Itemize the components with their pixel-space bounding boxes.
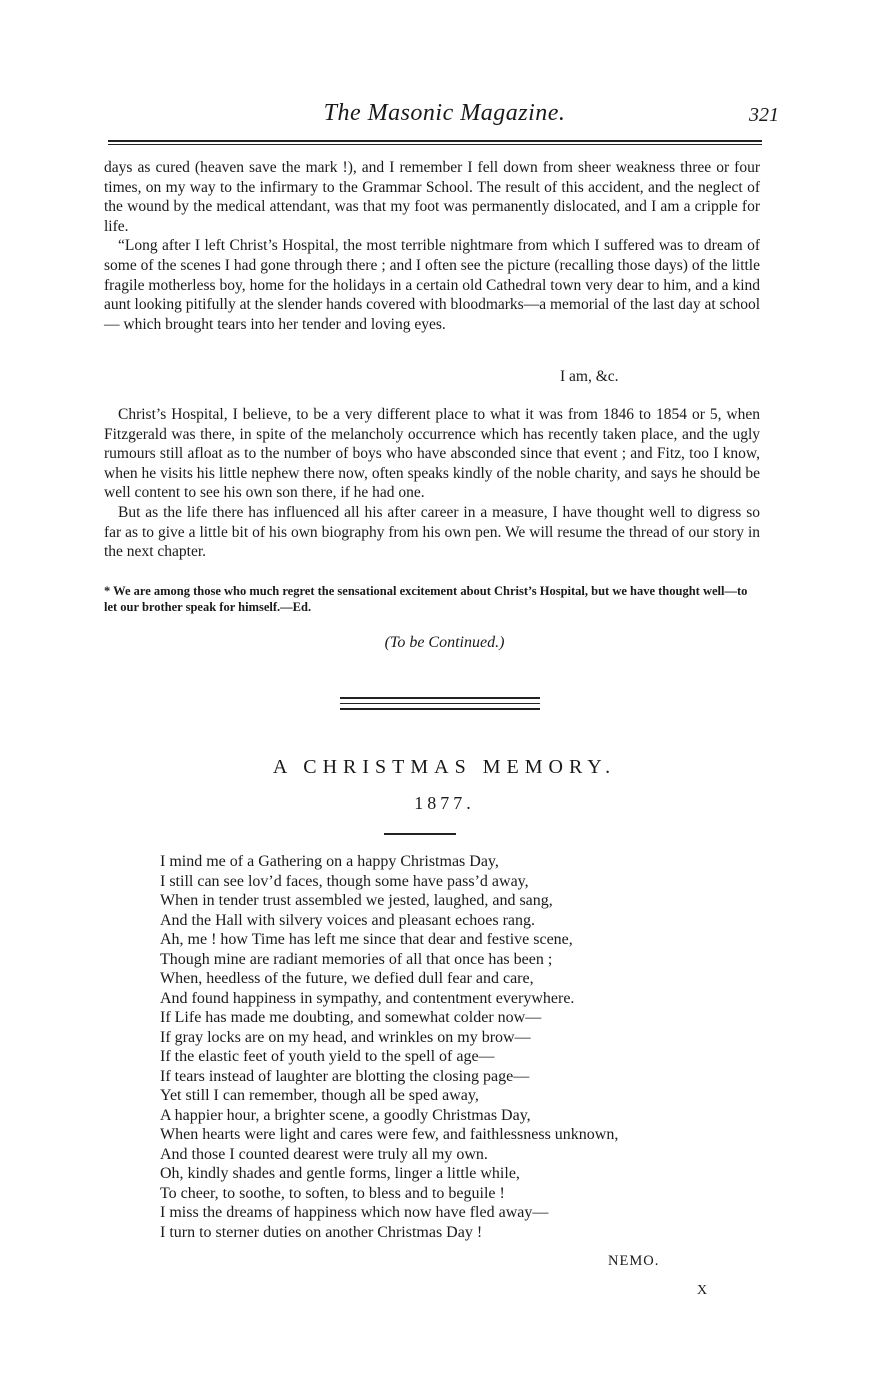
poem-line: If tears instead of laughter are blotting the closing page— [160, 1067, 530, 1085]
editorial-text [104, 405, 760, 562]
poem-line: I mind me of a Gathering on a happy Christmas Day, [160, 853, 499, 870]
running-header-title: The Masonic Magazine. [323, 100, 566, 126]
poem-line: If the elastic feet of youth yield to the spell of age— [160, 1048, 495, 1065]
poem-line: I miss the dreams of happiness which now have fled away— [160, 1204, 549, 1221]
signature-mark: X [697, 1283, 708, 1298]
poem-line: And found happiness in sympathy, and contentment everywhere. [160, 989, 575, 1007]
section-divider [340, 697, 540, 710]
to-be-continued: (To be Continued.) [384, 634, 505, 651]
letter-continuation [104, 158, 760, 334]
poem-line: A happier hour, a brighter scene, a goodly Christmas Day, [160, 1106, 531, 1124]
poem-line: When in tender trust assembled we jested, laughed, and sang, [160, 892, 553, 909]
poem-line: When hearts were light and cares were few, and faithlessness unknown, [160, 1126, 619, 1143]
poem-line: When, heedless of the future, we defied dull fear and care, [160, 970, 534, 987]
poem-title: A CHRISTMAS MEMORY. [272, 756, 617, 778]
poem-line: And those I counted dearest were truly all my own. [160, 1145, 488, 1163]
poem-year: 1877. [414, 793, 475, 813]
poem-line: If Life has made me doubting, and somewhat colder now— [160, 1009, 542, 1026]
poem-line: If gray locks are on my head, and wrinkles on my brow— [160, 1028, 531, 1046]
poem-line: To cheer, to soothe, to soften, to bless and to beguile ! [160, 1184, 505, 1202]
title-rule [384, 833, 456, 835]
poem-line: And the Hall with silvery voices and pleasant echoes rang. [160, 911, 535, 929]
page-number: 321 [749, 104, 779, 126]
poem-line: Oh, kindly shades and gentle forms, linger a little while, [160, 1165, 520, 1182]
paragraph-4: But as the life there has influenced all his after career in a measure, I have thought well to digress so far as to give a little bit of his own biography from his own pen. We will resume the thread of our story in the next chapter. [104, 503, 760, 561]
paragraph-3: Christ’s Hospital, I believe, to be a very different place to what it was from 1846 to 1854 or 5, when Fitzgerald was there, in spite of the melancholy occurrence which has recently taken place, and the ugly rumours still afloat as to the number of boys who have absconded since that event ; and Fitz, too I know, when he visits his little nephew there now, often speaks kindly of the noble charity, and says he should be well content to see his own son there, if he had one. [104, 406, 760, 502]
poem-line: Ah, me ! how Time has left me since that dear and festive scene, [160, 931, 573, 948]
letter-signoff: I am, &c. [560, 368, 619, 385]
poem-line: I still can see lov’d faces, though some have pass’d away, [160, 872, 529, 890]
footnote: * We are among those who much regret the sensational excitement about Christ’s Hospital, but we have thought well—to let our brother speak for himself.—Ed. [104, 584, 748, 614]
poem-body [160, 852, 760, 1242]
poem-line: Though mine are radiant memories of all that once has been ; [160, 950, 553, 968]
paragraph-1: days as cured (heaven save the mark !), and I remember I fell down from sheer weakness three or four times, on my way to the infirmary to the Grammar School. The result of this accident, and the neglect of the wound by the medical attendant, was that my foot was permanently dislocated, and I am a cripple for life. [104, 159, 760, 235]
poem-line: Yet still I can remember, though all be sped away, [160, 1087, 479, 1104]
poem-author: NEMO. [608, 1253, 660, 1269]
paragraph-2: “Long after I left Christ’s Hospital, the most terrible nightmare from which I suffered was to dream of some of the scenes I had gone through there ; and I often see the picture (recalling those days) of the little fragile motherless boy, home for the holidays in a certain old Cathedral town very dear to him, and a kind aunt looking pitifully at the slender hands covered with bloodmarks—a memorial of the last day at school— which brought tears into her tender and loving eyes. [104, 237, 761, 333]
poem-line: I turn to sterner duties on another Christmas Day ! [160, 1223, 483, 1241]
header-rule [108, 140, 762, 145]
